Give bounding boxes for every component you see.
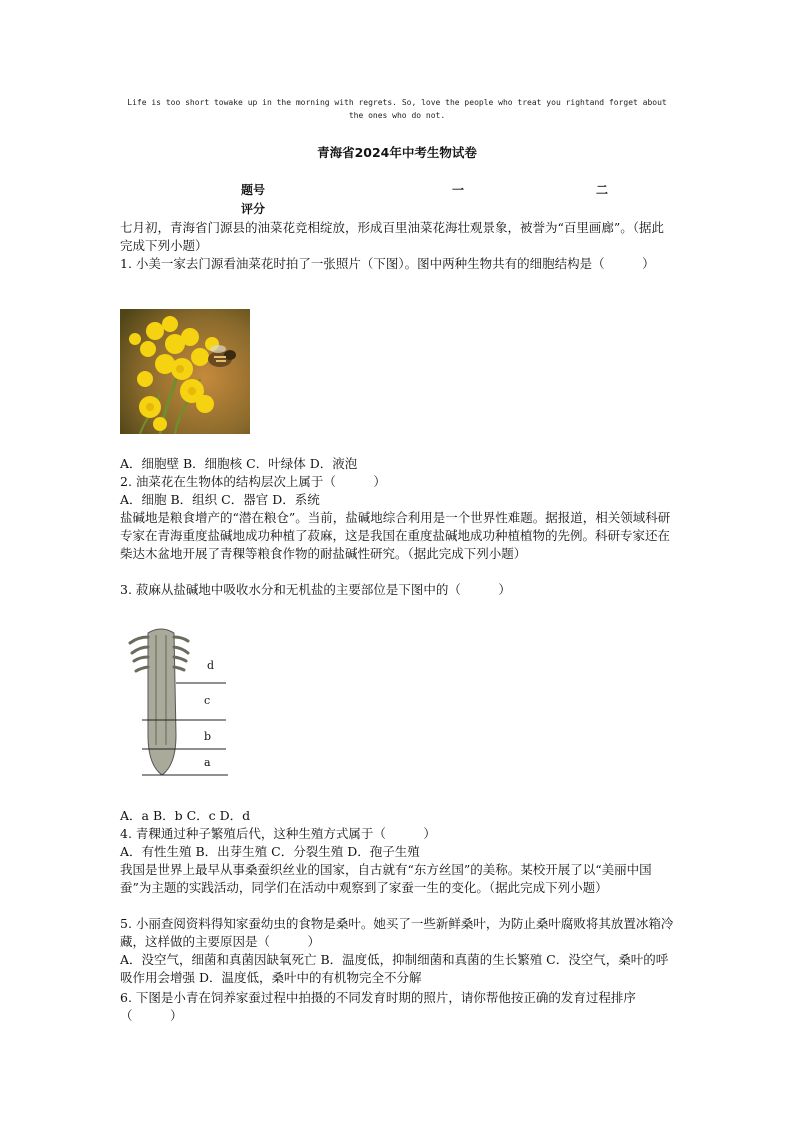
question-2-options: A．细胞 B．组织 C．器官 D．系统 [120, 492, 320, 507]
question-4-options: A．有性生殖 B．出芽生殖 C．分裂生殖 D．孢子生殖 [120, 844, 420, 859]
page-title: 青海省2024年中考生物试卷 [317, 145, 477, 160]
score-col-1: 一 [452, 183, 465, 197]
motto-text: Life is too short towake up in the morning with regrets. So, love the people who treat you rightand forget about the ones who do not. [127, 98, 667, 120]
question-1-options: A．细胞壁 B．细胞核 C．叶绿体 D．液泡 [120, 456, 358, 471]
question-1: 1. 小美一家去门源看油菜花时拍了一张照片（下图）。图中两种生物共有的细胞结构是（ ） [120, 256, 655, 271]
root-tip-diagram [126, 625, 236, 780]
question-2: 2. 油菜花在生物体的结构层次上属于（ ） [120, 474, 386, 489]
root-label-b: b [204, 730, 212, 743]
question-3: 3. 菽麻从盐碱地中吸收水分和无机盐的主要部位是下图中的（ ） [120, 582, 511, 597]
question-6: 6. 下图是小青在饲养家蚕过程中拍摄的不同发育时期的照片，请你帮他按正确的发育过程排序（ ） [120, 990, 636, 1023]
score-row-label: 评分 [241, 202, 266, 216]
question-3-options: A．a B．b C．c D．d [120, 808, 251, 823]
question-5-options: A．没空气，细菌和真菌因缺氧死亡 B．温度低，抑制细菌和真菌的生长繁殖 C．没空气，桑叶的呼吸作用会增强 D．温度低，桑叶中的有机物完全不分解 [120, 952, 669, 985]
intro-paragraph-2: 盐碱地是粮食增产的“潜在粮仓”。当前，盐碱地综合利用是一个世界性难题。据报道，相关领域科研专家在青海重度盐碱地成功种植了菽麻，这是我国在重度盐碱地成功种植植物的先例。科研专家还在柴达木盆地开展了青稞等粮食作物的耐盐碱性研究。（据此完成下列小题） [120, 510, 671, 561]
intro-paragraph-3: 我国是世界上最早从事桑蚕织丝业的国家，自古就有“东方丝国”的美称。某校开展了以“美丽中国蚕”为主题的实践活动，同学们在活动中观察到了家蚕一生的变化。（据此完成下列小题） [120, 862, 652, 895]
root-label-c: c [204, 694, 211, 707]
root-label-a: a [204, 756, 211, 769]
question-4: 4. 青稞通过种子繁殖后代，这种生殖方式属于（ ） [120, 826, 436, 841]
question-5: 5. 小丽查阅资料得知家蚕幼虫的食物是桑叶。她买了一些新鲜桑叶，为防止桑叶腐败将其放置冰箱冷藏，这样做的主要原因是（ ） [120, 916, 674, 949]
rapeseed-flower-bee-photo [120, 309, 250, 434]
score-col-2: 二 [596, 183, 609, 197]
intro-paragraph-1: 七月初，青海省门源县的油菜花竞相绽放，形成百里油菜花海壮观景象，被誉为“百里画廊”。（据此完成下列小题） [120, 220, 665, 253]
score-col-label: 题号 [241, 183, 266, 197]
root-label-d: d [207, 659, 215, 672]
